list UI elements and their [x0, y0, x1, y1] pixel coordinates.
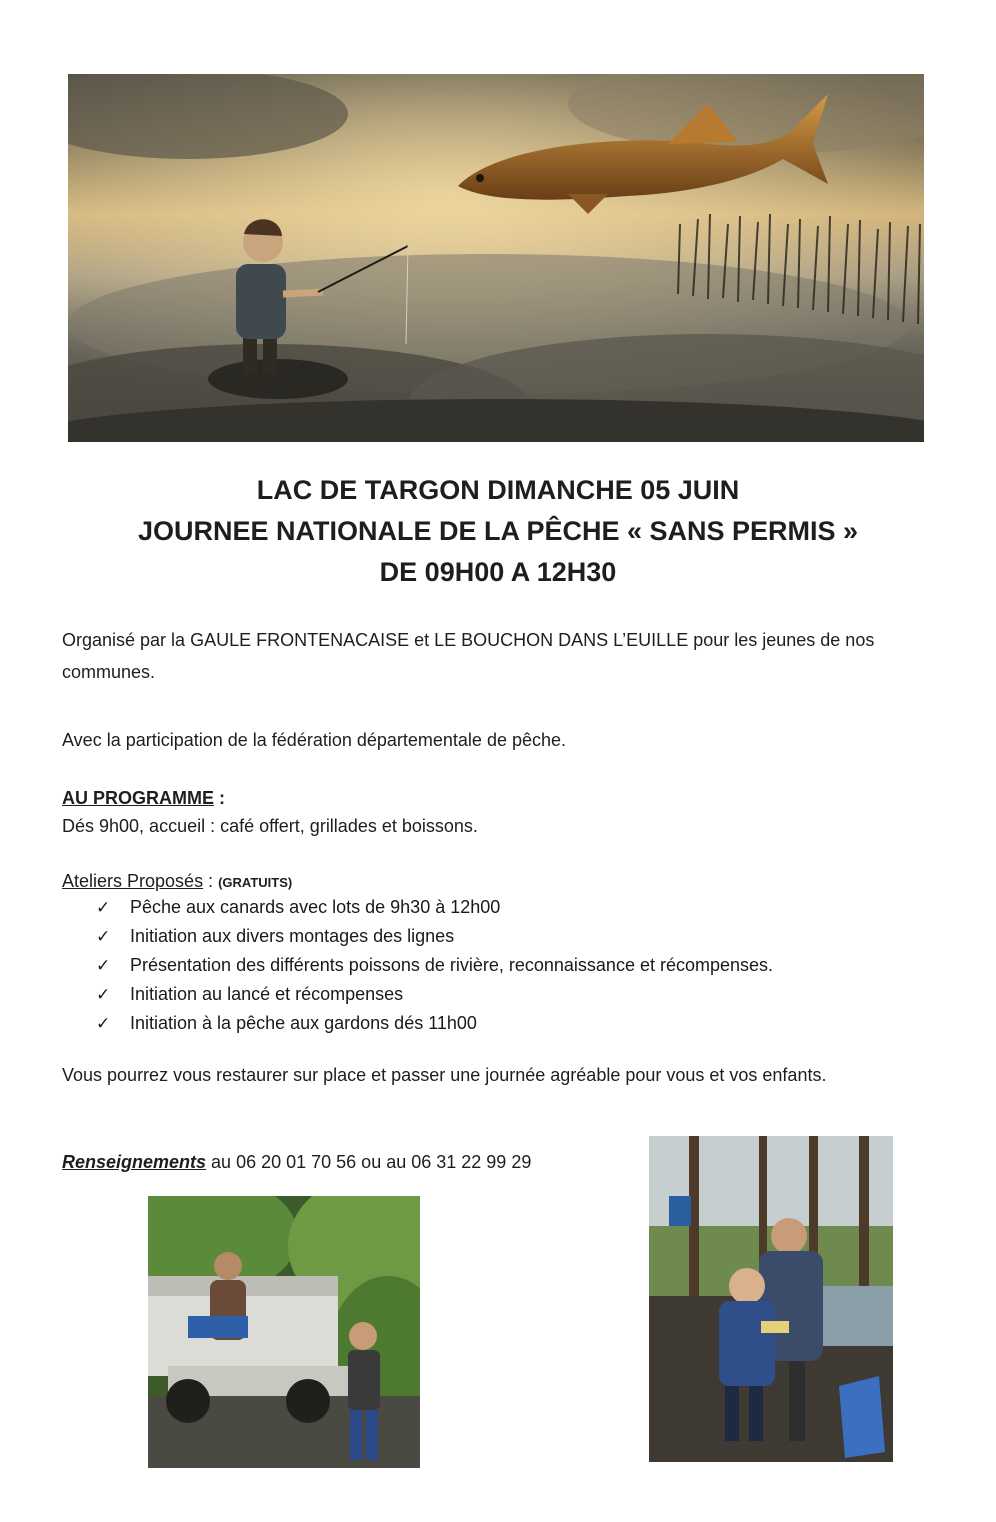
- list-item-text: Pêche aux canards avec lots de 9h30 à 12h00: [130, 897, 501, 917]
- check-icon: ✓: [96, 898, 111, 917]
- list-item: [96, 951, 916, 980]
- list-item: [96, 1009, 916, 1038]
- ateliers-list: [96, 893, 916, 1038]
- restaurer-text: Vous pourrez vous restaurer sur place et passer une journée agréable pour vous et vos enfants.: [62, 1065, 827, 1085]
- title-line-event: LAC DE TARGON DIMANCHE 05 JUIN: [256, 475, 740, 505]
- contact-phones: au 06 20 01 70 56 ou au 06 31 22 99 29: [206, 1152, 532, 1172]
- programme-heading-colon: :: [214, 788, 225, 808]
- programme-heading: AU PROGRAMME: [62, 788, 214, 808]
- check-icon: ✓: [96, 985, 111, 1004]
- programme-section: [62, 782, 912, 842]
- check-icon: ✓: [96, 1014, 111, 1033]
- page-title: [0, 470, 996, 593]
- ateliers-heading-colon: :: [203, 871, 219, 891]
- title-line-journee: JOURNEE NATIONALE DE LA PÊCHE « SANS PERMIS »: [137, 516, 859, 546]
- programme-text: Dés 9h00, accueil : café offert, grillades et boissons.: [62, 816, 478, 836]
- ateliers-heading: Ateliers Proposés: [62, 871, 204, 891]
- list-item-text: Présentation des différents poissons de rivière, reconnaissance et récompenses.: [130, 955, 774, 975]
- list-item-text: Initiation au lancé et récompenses: [130, 984, 404, 1004]
- list-item: [96, 893, 916, 922]
- contact-label: Renseignements: [62, 1152, 207, 1172]
- organiser-text: Organisé par la GAULE FRONTENACAISE et LE BOUCHON DANS L’EUILLE pour les jeunes de nos communes.: [62, 630, 875, 682]
- check-icon: ✓: [96, 927, 111, 946]
- title-line-hours: DE 09H00 A 12H30: [379, 557, 617, 587]
- list-item: [96, 922, 916, 951]
- participation-text: Avec la participation de la fédération départementale de pêche.: [62, 730, 567, 750]
- list-item-text: Initiation à la pêche aux gardons dés 11h00: [130, 1013, 477, 1033]
- check-icon: ✓: [96, 956, 111, 975]
- photo-lake: [649, 1136, 893, 1462]
- hero-image: [68, 74, 924, 442]
- contact-line: [62, 1146, 602, 1178]
- list-item: [96, 980, 916, 1009]
- list-item-text: Initiation aux divers montages des lignes: [130, 926, 455, 946]
- photo-truck: [148, 1196, 420, 1468]
- ateliers-free-note: (GRATUITS): [218, 875, 293, 890]
